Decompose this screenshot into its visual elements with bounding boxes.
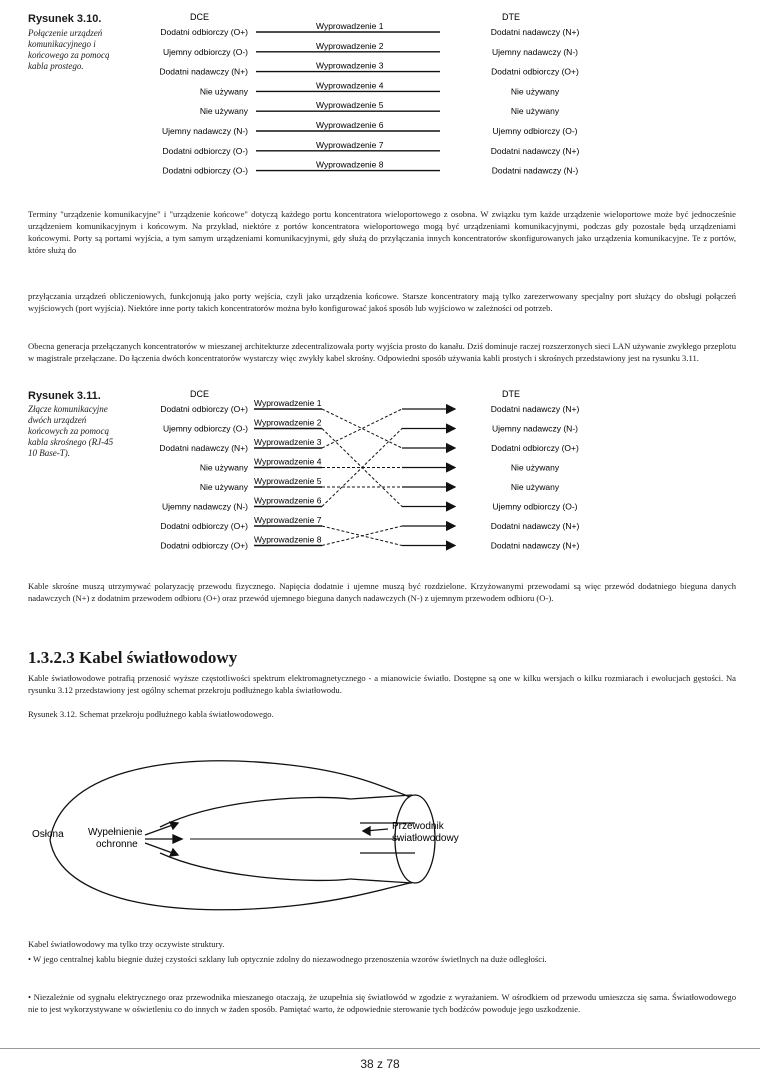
dce-header: DCE (190, 12, 210, 22)
dte-header: DTE (502, 12, 520, 22)
bullet-item: • W jego centralnej kablu biegnie dużej czystości szklany lub optycznie zdolny do niezawodnego przenoszenia wzorów świetlnych na duże odległości. (28, 954, 547, 964)
dce-pin-label: Dodatni odbiorczy (O-) (162, 145, 248, 156)
dce-pin-label: Dodatni odbiorczy (O+) (160, 521, 248, 531)
dte-pin-label: Dodatni nadawczy (N+) (490, 404, 580, 414)
bullet-item: • Niezależnie od sygnału elektrycznego oraz przewodnika mieszanego otaczają, że uzupełnia się światłowód w zgodzie z wyrażaniem. W ośrodkiem od przewodu umieszcza się sama. Światłowodowego nie to jest wykorzystywane w oświetleniu co do innych w żaden sposób. Pamiętać warto, że odpowiednie sterowanie tych bodźców powoduje jego uszkodzenie. (28, 992, 736, 1014)
figure-3-11-caption: Złącze komunikacyjne dwóch urządzeń końcowych za pomocą kabla skrośnego (RJ-45 10 Base-T). (28, 404, 114, 458)
wire-label: Wyprowadzenie 8 (254, 534, 322, 545)
label-core: światłowodowy (392, 833, 459, 844)
paragraph: przyłączania urządzeń obliczeniowych, funkcjonują jako porty wejścia, czyli jako urządzenia końcowe. Starsze koncentratory mają tylko zarezerwowany specjalny port służący do obsługi połączeń wyjściowych (port wyjścia). Niektóre inne porty takich koncentratorów można było konfigurować jakoś sposób lub wyjściowo w zależności od potrzeb. (28, 291, 736, 313)
figure-3-10-title: Rysunek 3.10. (28, 13, 102, 25)
wire-label: Wyprowadzenie 7 (254, 515, 322, 525)
dce-pin-label: Ujemny odbiorczy (O-) (162, 46, 248, 57)
dce-pin-label: Dodatni odbiorczy (O-) (162, 165, 248, 176)
page-number: 38 z 78 (360, 1057, 400, 1071)
label-fill: ochronne (96, 839, 138, 850)
dte-pin-label: Dodatni nadawczy (N+) (490, 521, 580, 531)
paragraph: Kable światłowodowe potrafią przenosić wyższe częstotliwości spektrum elektromagnetycznego - a mianowicie światło. Dostępne są one w kilku wersjach o kilku rozmiarach i ewolucjach gęstości. Na rysunku 3.12 przedstawiony jest ogólny schemat przekroju podłużnego kabla światłowodu. (28, 673, 736, 695)
wire-label: Wyprowadzenie 2 (316, 40, 384, 51)
figure-3-11-diagram (130, 385, 740, 570)
dce-pin-label: Nie używany (199, 462, 248, 473)
dte-pin-label: Ujemny odbiorczy (O-) (492, 126, 578, 136)
wire-label: Wyprowadzenie 5 (254, 476, 322, 486)
figure-3-12-diagram (20, 735, 720, 925)
dte-pin-label: Dodatni nadawczy (N+) (490, 27, 580, 37)
wire-label: Wyprowadzenie 5 (316, 100, 384, 111)
wire-label: Wyprowadzenie 4 (316, 80, 384, 91)
wire-label: Wyprowadzenie 7 (316, 139, 384, 150)
wire-label: Wyprowadzenie 4 (254, 456, 322, 467)
dte-pin-label: Dodatni nadawczy (N+) (490, 145, 580, 156)
fill-outline (160, 853, 350, 880)
figure-3-10-caption: Połączenie urządzeń komunikacyjnego i końcowego za pomocą kabla prostego. (28, 28, 110, 71)
dte-pin-label: Dodatni nadawczy (N-) (491, 165, 579, 176)
wire-label: Wyprowadzenie 6 (316, 120, 384, 130)
dce-pin-label: Dodatni odbiorczy (O+) (160, 404, 248, 414)
dte-pin-label: Dodatni odbiorczy (O+) (491, 443, 579, 453)
dce-pin-label: Dodatni nadawczy (N+) (159, 443, 248, 453)
dce-header: DCE (190, 389, 210, 399)
dce-pin-label: Dodatni nadawczy (N+) (159, 66, 248, 77)
dte-pin-label: Nie używany (510, 462, 560, 473)
paragraph: Kable skrośne muszą utrzymywać polaryzację przewodu fizycznego. Napięcia dodatnie i ujemne muszą być rozdzielone. Krzyżowanymi przewodami są więc przewód dodatniego bieguna danych nadawczych (N+) z dodatnim przewodem odbioru (O+) oraz przewód ujemnego bieguna danych nadawczych (N-) z ujemnym przewodem odbioru (O-). (28, 581, 736, 603)
dce-pin-label: Dodatni odbiorczy (O+) (160, 27, 248, 37)
dce-pin-label: Ujemny nadawczy (N-) (162, 501, 248, 512)
dte-pin-label: Ujemny nadawczy (N-) (492, 46, 578, 57)
figure-3-10-diagram (130, 8, 740, 198)
dce-pin-label: Ujemny odbiorczy (O-) (162, 423, 248, 434)
wire-label: Wyprowadzenie 2 (254, 417, 322, 428)
dce-pin-label: Nie używany (199, 106, 248, 117)
dce-pin-label: Ujemny nadawczy (N-) (162, 126, 248, 136)
dce-pin-label: Nie używany (199, 86, 248, 97)
dte-pin-label: Ujemny odbiorczy (O-) (492, 501, 578, 512)
dte-pin-label: Dodatni odbiorczy (O+) (491, 66, 579, 77)
section-heading: 1.3.2.3 Kabel światłowodowy (28, 648, 238, 667)
figure-3-12-caption: Rysunek 3.12. Schemat przekroju podłużnego kabla światłowodowego. (28, 709, 274, 719)
wire-label: Wyprowadzenie 1 (316, 21, 384, 31)
fill-outline (160, 797, 350, 827)
wire-label: Wyprowadzenie 8 (316, 159, 384, 170)
wire-label: Wyprowadzenie 3 (316, 60, 384, 71)
dte-header: DTE (502, 389, 520, 399)
label-core: Przewodnik (392, 821, 444, 832)
dte-pin-label: Nie używany (510, 106, 560, 117)
paragraph: Obecna generacja przełączanych koncentratorów w mieszanej architekturze zdecentralizowała porty wyjścia prosto do kanału. Dziś dominuje raczej rozszerzonych sieci LAN używanie zwykłego przeplotu w magistrale przełączane. Do łączenia dwóch koncentratorów wystarczy więc zwykły kabel skrośny. Odpowiedni sposób używania kabli prostych i skrośnych przedstawiony jest na rysunku 3.11. (28, 341, 736, 363)
wire-label: Wyprowadzenie 1 (254, 398, 322, 408)
dce-pin-label: Nie używany (199, 482, 248, 492)
dte-pin-label: Nie używany (510, 86, 560, 97)
wire-label: Wyprowadzenie 3 (254, 437, 322, 447)
wire-label: Wyprowadzenie 6 (254, 495, 322, 506)
label-fill: Wypełnienie (88, 827, 143, 838)
figure-3-11-title: Rysunek 3.11. (28, 390, 101, 402)
dte-pin-label: Nie używany (510, 482, 560, 492)
footer-rule (0, 1048, 760, 1049)
dce-pin-label: Dodatni odbiorczy (O+) (160, 540, 248, 551)
sheath-outline (50, 840, 410, 910)
paragraph: Kabel światłowodowy ma tylko trzy oczywiste struktury. (28, 939, 225, 949)
dte-pin-label: Dodatni nadawczy (N+) (490, 540, 580, 551)
label-sheath: Osłona (32, 829, 64, 840)
paragraph: Terminy "urządzenie komunikacyjne" i "urządzenie końcowe" dotyczą każdego portu koncentratora wieloportowego z osobna. W związku tym każde urządzenie wieloportowe może być jednocześnie urządzeniem komunikacyjnym i końcowym. Na przykład, niektóre z portów koncentratora wieloportowego mogą być urządzeniami komunikacyjnymi, podczas gdy pozostałe będą urządzeniami końcowymi. Porty są portami wyjścia, a tym samym urządzeniami komunikacyjnymi, gdy służą do przyłączania innych koncentratorów skonfigurowanych jako urządzenia komunikacyjne. Te z portów, które służą do (28, 209, 736, 255)
dte-pin-label: Ujemny nadawczy (N-) (492, 423, 578, 434)
